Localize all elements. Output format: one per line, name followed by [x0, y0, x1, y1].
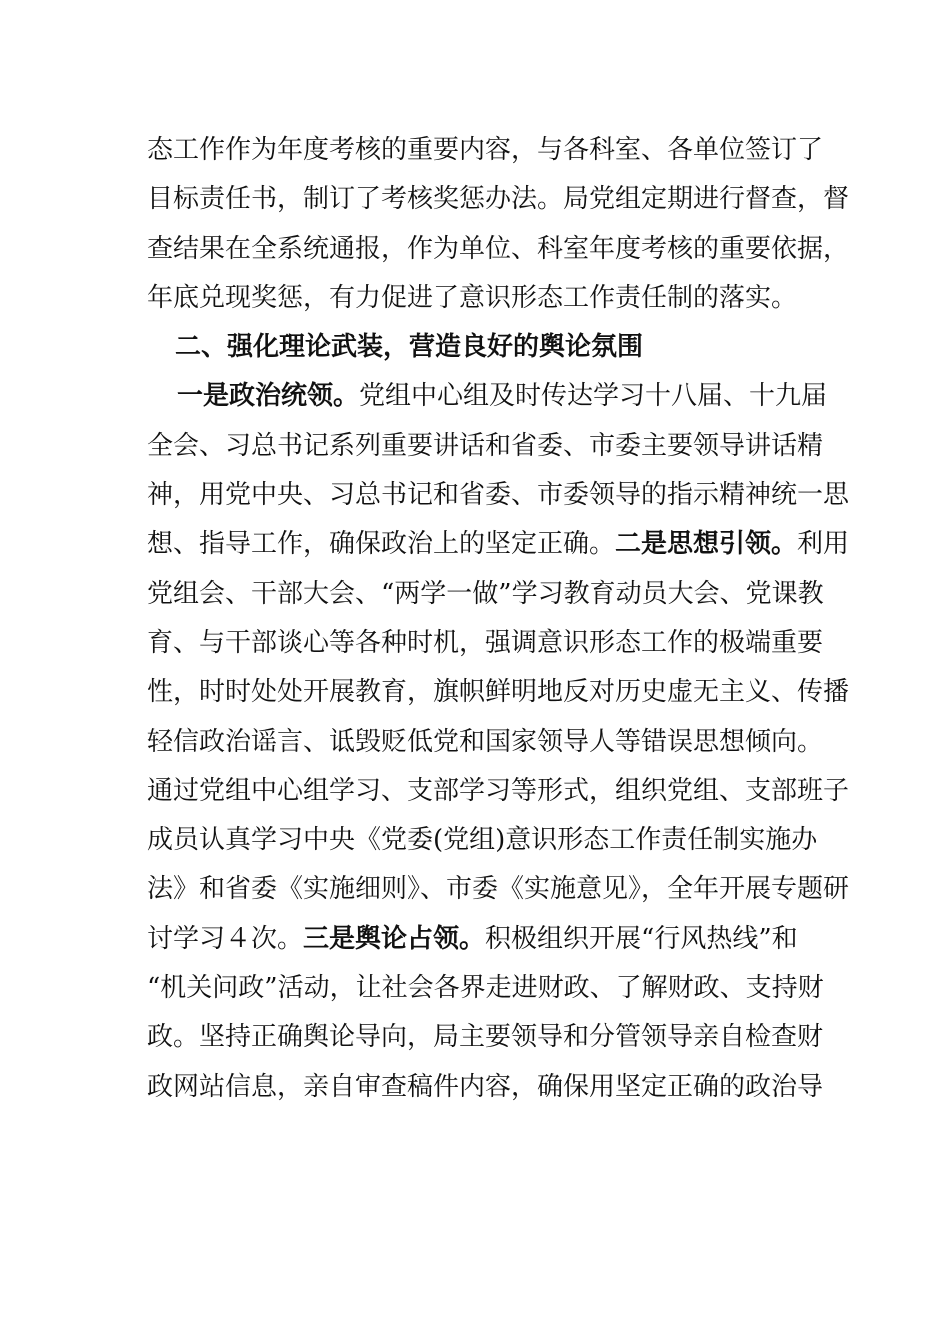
text-line: 性，时时处处开展教育，旗帜鲜明地反对历史虚无主义、传播 [147, 677, 850, 708]
text-line: 查结果在全系统通报，作为单位、科室年度考核的重要依据， [147, 233, 850, 264]
text-line: 党组会、干部大会、“两学一做”学习教育动员大会、党课教 [147, 578, 824, 609]
text-line: 态工作作为年度考核的重要内容，与各科室、各单位签订了 [147, 135, 824, 165]
text-line: 成员认真学习中央《党委(党组)意识形态工作责任制实施办 [147, 825, 818, 856]
text-line: 神，用党中央、习总书记和省委、市委领导的指示精神统一思 [147, 480, 850, 511]
text-line: 年底兑现奖惩，有力促进了意识形态工作责任制的落实。 [147, 282, 798, 313]
point-title-ideology: 二是思想引领。 [615, 529, 798, 560]
text-line: 政网站信息，亲自审查稿件内容，确保用坚定正确的政治导 [147, 1071, 824, 1102]
text-line [147, 520, 850, 569]
point-title-opinion: 三是舆论占领。 [303, 923, 486, 954]
section-heading: 二、强化理论武装，营造良好的舆论氛围 [175, 332, 644, 363]
text-span: 讨学习４次。 [147, 923, 304, 954]
text-line: “机关问政”活动，让社会各界走进财政、了解财政、支持财 [147, 973, 824, 1004]
text-span: 想、指导工作，确保政治上的坚定正确。 [147, 529, 616, 560]
text-line: 轻信政治谣言、诋毁贬低党和国家领导人等错误思想倾向。 [147, 726, 824, 757]
text-span: 利用 [797, 529, 850, 560]
text-line: 目标责任书，制订了考核奖惩办法。局党组定期进行督查，督 [147, 184, 850, 215]
point-title-political: 一是政治统领。 [177, 381, 360, 412]
text-line: 全会、习总书记系列重要讲话和省委、市委主要领导讲话精 [147, 430, 824, 461]
document-body [147, 126, 850, 1112]
text-line: 政。坚持正确舆论导向，局主要领导和分管领导亲自检查财 [147, 1022, 824, 1053]
text-line [147, 915, 807, 964]
text-line: 法》和省委《实施细则》、市委《实施意见》，全年开展专题研 [147, 874, 850, 905]
text-line: 通过党组中心组学习、支部学习等形式，组织党组、支部班子 [147, 775, 850, 806]
text-line: 育、与干部谈心等各种时机，强调意识形态工作的极端重要 [147, 627, 824, 658]
text-span: 党组中心组及时传达学习十八届、十九届 [359, 381, 828, 412]
text-span: 积极组织开展“行风热线”和 [485, 923, 798, 954]
text-line [147, 372, 828, 421]
